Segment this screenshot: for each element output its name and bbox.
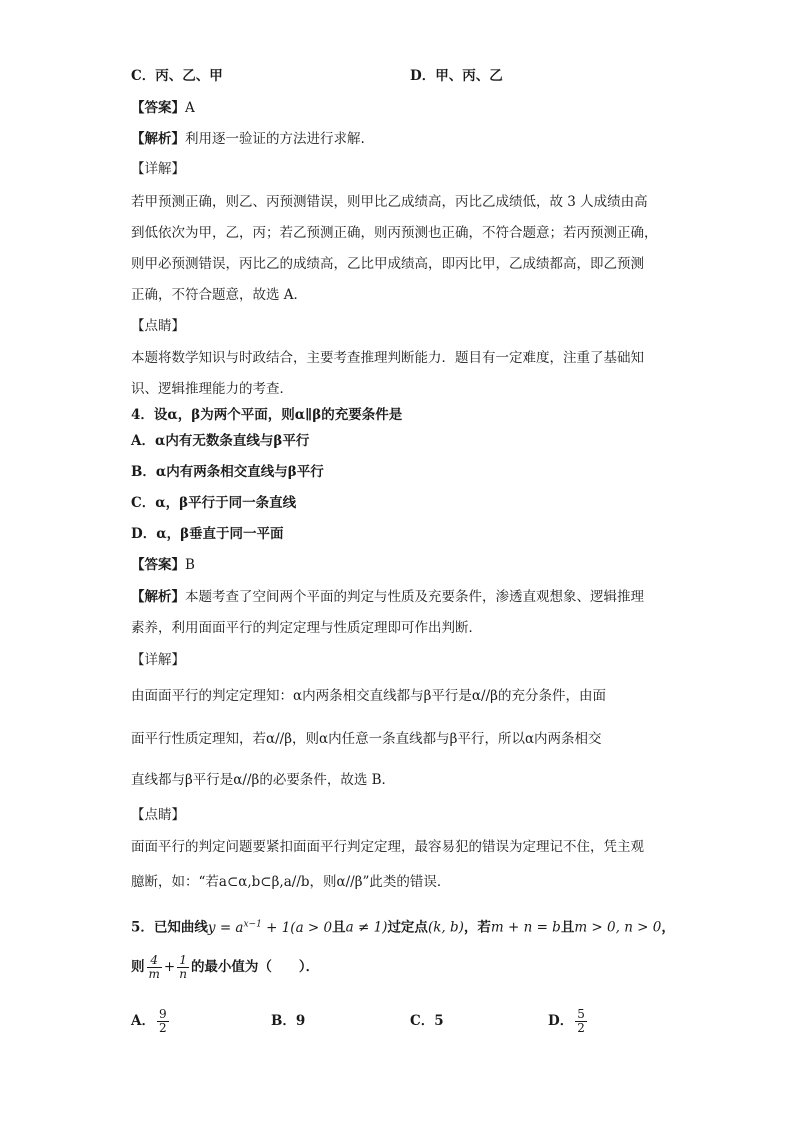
analysis-tag: 【解析】 [131,589,185,605]
analysis-text: 利用逐一验证的方法进行求解. [185,131,365,147]
q5-option-b: B．9 [271,1013,306,1029]
analysis-text: 本题考查了空间两个平面的判定与性质及充要条件，渗透直观想象、逻辑推理 [185,589,644,605]
q4-option-b: B．α内有两条相交直线与β平行 [131,464,324,480]
q4-stem: 4．设α，β为两个平面，则α∥β的充要条件是 [131,407,403,423]
q3-option-c: C．丙、乙、甲 [131,68,223,84]
q3-analysis [131,129,365,149]
q3-comment-line: 本题将数学知识与时政结合，主要考查推理判断能力．题目有一定难度，注重了基础知 [131,350,644,366]
q3-answer [131,98,195,118]
answer-value: B [185,557,195,573]
q3-detail-line: 则甲必预测错误，丙比乙的成绩高，乙比甲成绩高，即丙比甲，乙成绩都高，即乙预测 [131,256,644,272]
q3-option-d: D．甲、丙、乙 [410,68,503,84]
q4-comment-line: 面面平行的判定问题要紧扣面面平行判定定理，最容易犯的错误为定理记不住，凭主观 [131,839,644,855]
q4-answer [131,555,195,575]
q5-stem-line1: 5．已知曲线$y = a^{x-1} + 1(a > 0$且a ≠ 1)过定点(k, b)，若m + n = b且m > 0, n > 0， [131,919,675,936]
q4-option-a: A．α内有无数条直线与β平行 [131,433,310,449]
answer-value: A [185,100,195,116]
fraction-1-over-n: $\frac{1}{n}$ [179,953,187,981]
q5-option-a: A． $\frac{9}{2}$ [131,1007,167,1035]
q3-detail-line: 到低依次为甲，乙，丙；若乙预测正确，则丙预测也正确，不符合题意；若丙预测正确， [131,225,658,241]
q4-detail-line: 面平行性质定理知，若α//β，则α内任意一条直线都与β平行，所以α内两条相交 [131,731,602,747]
q5-stem-line2: 则 $\frac{4}{m}$ + $\frac{1}{n}$ 的最小值为（ ）． [131,953,320,981]
q4-option-d: D．α，β垂直于同一平面 [131,526,284,542]
answer-tag: 【答案】 [131,557,185,573]
answer-tag: 【答案】 [131,100,185,116]
q4-detail-line: 直线都与β平行是α//β的必要条件，故选 B． [131,772,396,788]
q4-option-c: C．α，β平行于同一条直线 [131,495,297,511]
q3-detail-line: 正确，不符合题意，故选 A． [131,287,308,303]
q4-detail-line: 由面面平行的判定定理知：α内两条相交直线都与β平行是α//β的充分条件，由面 [131,688,606,704]
q4-analysis [131,587,644,607]
q5-option-d: D． $\frac{5}{2}$ [548,1007,585,1035]
q3-comment-line: 识、逻辑推理能力的考查． [131,381,293,397]
analysis-tag: 【解析】 [131,131,185,147]
q4-analysis-line: 素养，利用面面平行的判定定理与性质定理即可作出判断． [131,620,482,636]
q4-detail-tag: 【详解】 [131,652,185,668]
q3-detail-tag: 【详解】 [131,161,185,177]
q5-option-c: C．5 [410,1013,444,1029]
fraction-4-over-m: $\frac{4}{m}$ [148,953,160,981]
q4-comment-tag: 【点睛】 [131,807,185,823]
q3-detail-line: 若甲预测正确，则乙、丙预测错误，则甲比乙成绩高，丙比乙成绩低，故 3 人成绩由高 [131,194,648,210]
q3-comment-tag: 【点睛】 [131,318,185,334]
q5-formula: $y = a^{x-1} + 1(a > 0$ [207,919,333,936]
q4-comment-line: 臆断，如：“若a⊂α,b⊂β,a//b，则α//β”此类的错误． [131,874,451,890]
